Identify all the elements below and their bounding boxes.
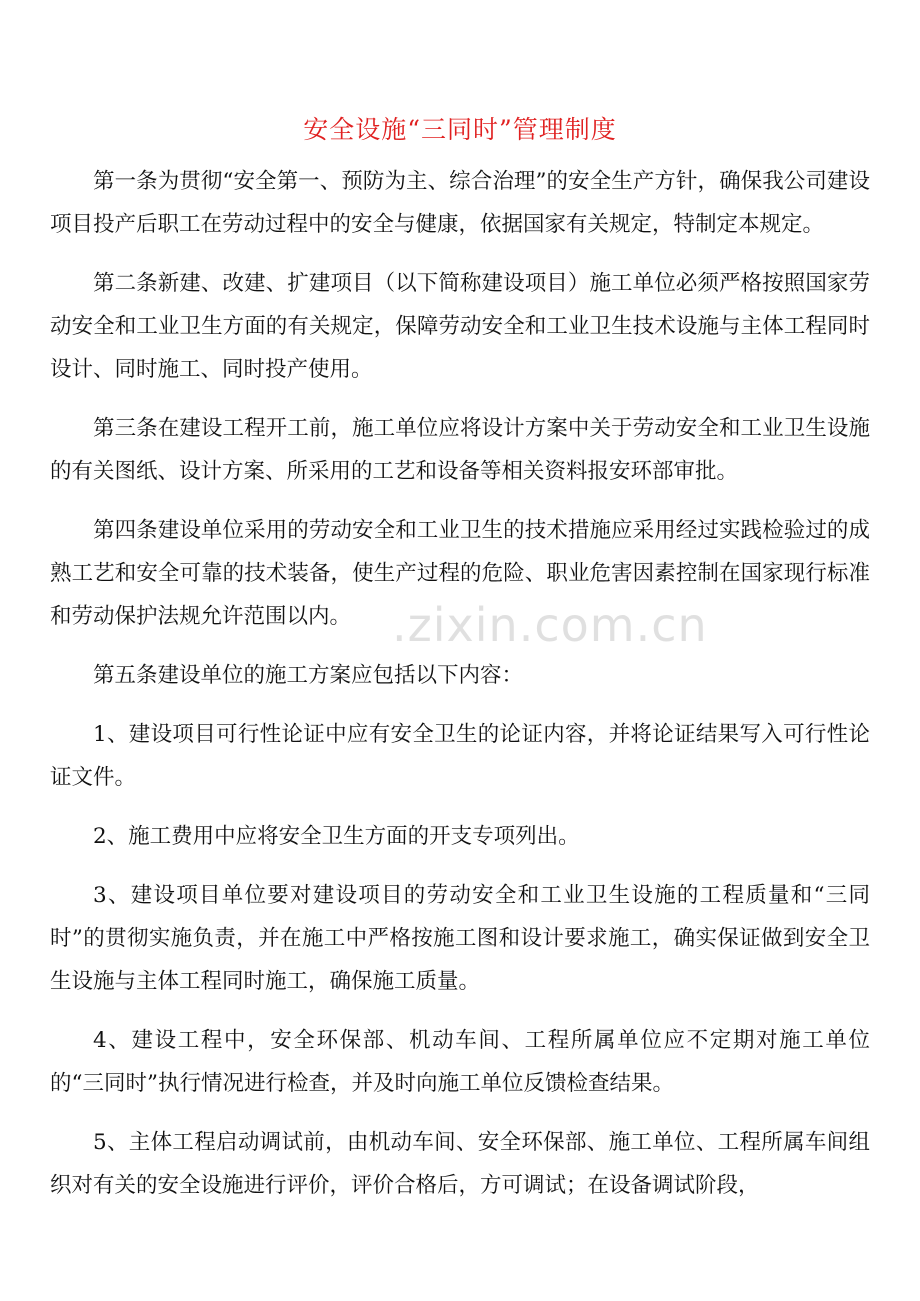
- document-title: 安全设施“三同时”管理制度: [303, 115, 617, 144]
- paragraph-item-3: 3、建设项目单位要对建设项目的劳动安全和工业卫生设施的工程质量和“三同时”的贯彻实施负责，并在施工中严格按施工图和设计要求施工，确实保证做到安全卫生设施与主体工程同时施工，确保施工质量。: [50, 883, 870, 994]
- paragraph-item-4: 4、建设工程中，安全环保部、机动车间、工程所属单位应不定期对施工单位的“三同时”执行情况进行检查，并及时向施工单位反馈检查结果。: [50, 1028, 870, 1096]
- paragraph-article-2: 第二条新建、改建、扩建项目（以下简称建设项目）施工单位必须严格按照国家劳动安全和工业卫生方面的有关规定，保障劳动安全和工业卫生技术设施与主体工程同时设计、同时施工、同时投产使用。: [50, 271, 870, 382]
- paragraph-item-1: 1、建设项目可行性论证中应有安全卫生的论证内容，并将论证结果写入可行性论证文件。: [50, 722, 870, 790]
- watermark: .zixin.com.cn: [392, 598, 708, 652]
- paragraph-article-5: 第五条建设单位的施工方案应包括以下内容：: [93, 663, 524, 688]
- paragraph-item-5: 5、主体工程启动调试前，由机动车间、安全环保部、施工单位、工程所属车间组织对有关的安全设施进行评价，评价合格后，方可调试；在设备调试阶段，: [50, 1130, 870, 1198]
- paragraph-article-4: 第四条建设单位采用的劳动安全和工业卫生的技术措施应采用经过实践检验过的成熟工艺和安全可靠的技术装备，使生产过程的危险、职业危害因素控制在国家现行标准和劳动保护法规允许范围以内。: [50, 518, 870, 629]
- paragraph-item-2: 2、施工费用中应将安全卫生方面的开支专项列出。: [93, 824, 580, 849]
- paragraph-article-3: 第三条在建设工程开工前，施工单位应将设计方案中关于劳动安全和工业卫生设施的有关图纸、设计方案、所采用的工艺和设备等相关资料报安环部审批。: [50, 416, 870, 484]
- document-body: [50, 160, 870, 1223]
- paragraph-article-1: 第一条为贯彻“安全第一、预防为主、综合治理”的安全生产方针，确保我公司建设项目投产后职工在劳动过程中的安全与健康，依据国家有关规定，特制定本规定。: [50, 169, 870, 237]
